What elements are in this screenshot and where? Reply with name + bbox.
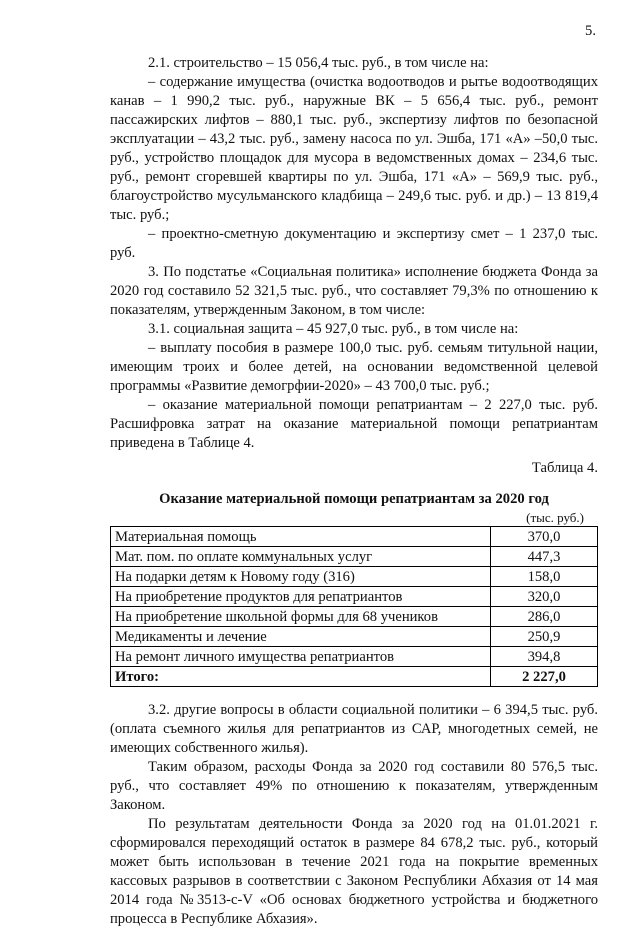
table-caption: Таблица 4. [531,460,598,476]
row-value: 320,0 [491,587,598,607]
paragraph-repatriants-aid: – оказание материальной помощи репатриантам – 2 227,0 тыс. руб. Расшифровка затрат на оказание материальной помощи репатриантам приведена в Таблице 4. [110,397,598,451]
paragraph-total-expenses: Таким образом, расходы Фонда за 2020 год составили 80 576,5 тыс. руб., что составляет 49% по отношению к показателям, утвержденным Законом. [110,759,598,813]
table-total-row [111,667,598,687]
table-row [111,527,598,547]
table-row [111,587,598,607]
paragraph-3-2: 3.2. другие вопросы в области социальной политики – 6 394,5 тыс. руб. (оплата съемного жилья для репатриантов из САР, многодетных семей, не имеющих собственного жилья). [110,702,598,756]
paragraph-2-1: 2.1. строительство – 15 056,4 тыс. руб., в том числе на: [148,55,489,71]
row-value: 394,8 [491,647,598,667]
paragraph-3-social-policy: 3. По подстатье «Социальная политика» исполнение бюджета Фонда за 2020 год составило 52 321,5 тыс. руб., что составляет 79,3% по отношению к показателям, утвержденным Законом, в том числе: [110,264,598,318]
paragraph-balance: По результатам деятельности Фонда за 2020 год на 01.01.2021 г. сформировался переходящий остаток в размере 84 678,2 тыс. руб., который может быть использован в течение 2021 года на покрытие временных кассовых разрывов в соответствии с Законом Республики Абхазия от 14 мая 2014 года №3513-с-V «Об основах бюджетного устройства и бюджетного процесса в Республике Абхазия». [110,816,598,927]
row-label: Медикаменты и лечение [111,627,491,647]
row-value: 158,0 [491,567,598,587]
row-label: На приобретение продуктов для репатриантов [111,587,491,607]
document-body [110,54,598,929]
paragraph-design-docs: – проектно-сметную документацию и экспертизу смет – 1 237,0 тыс. руб. [110,226,598,261]
row-value: 370,0 [491,527,598,547]
row-value: 250,9 [491,627,598,647]
table-row [111,547,598,567]
row-label: Мат. пом. по оплате коммунальных услуг [111,547,491,567]
row-label: На приобретение школьной формы для 68 учеников [111,607,491,627]
table-units: (тыс. руб.) [526,510,584,525]
table-row [111,567,598,587]
table-title: Оказание материальной помощи репатриантам за 2020 год [159,491,549,507]
total-label: Итого: [111,667,491,687]
row-label: На подарки детям к Новому году (316) [111,567,491,587]
row-value: 447,3 [491,547,598,567]
paragraph-maintenance: – содержание имущества (очистка водоотводов и рытье водоотводящих канав – 1 990,2 тыс. руб., наружные ВК – 5 656,4 тыс. руб., ремонт пассажирских лифтов – 880,1 тыс. руб., экспертизу лифтов по безопасной эксплуатации – 43,2 тыс. руб., замену насоса по ул. Эшба, 171 «А» –50,0 тыс. руб., устройство площадок для мусора в ведомственных домах – 234,6 тыс. руб., ремонт сгоревшей квартиры по ул. Эшба, 171 «А» – 569,9 тыс. руб., благоустройство мусульманского кладбища – 249,6 тыс. руб. и др.) – 13 819,4 тыс. руб.; [110,74,598,223]
total-value: 2 227,0 [491,667,598,687]
paragraph-benefit: – выплату пособия в размере 100,0 тыс. руб. семьям титульной нации, имеющим троих и более детей, на основании ведомственной целевой программы «Развитие демогрфии-2020» – 43 700,0 тыс. руб.; [110,340,598,394]
row-value: 286,0 [491,607,598,627]
row-label: Материальная помощь [111,527,491,547]
table-row [111,647,598,667]
expenses-table [110,526,598,687]
page-number: 5. [585,23,596,39]
row-label: На ремонт личного имущества репатриантов [111,647,491,667]
table-row [111,627,598,647]
table-row [111,607,598,627]
paragraph-3-1: 3.1. социальная защита – 45 927,0 тыс. руб., в том числе на: [148,321,519,337]
